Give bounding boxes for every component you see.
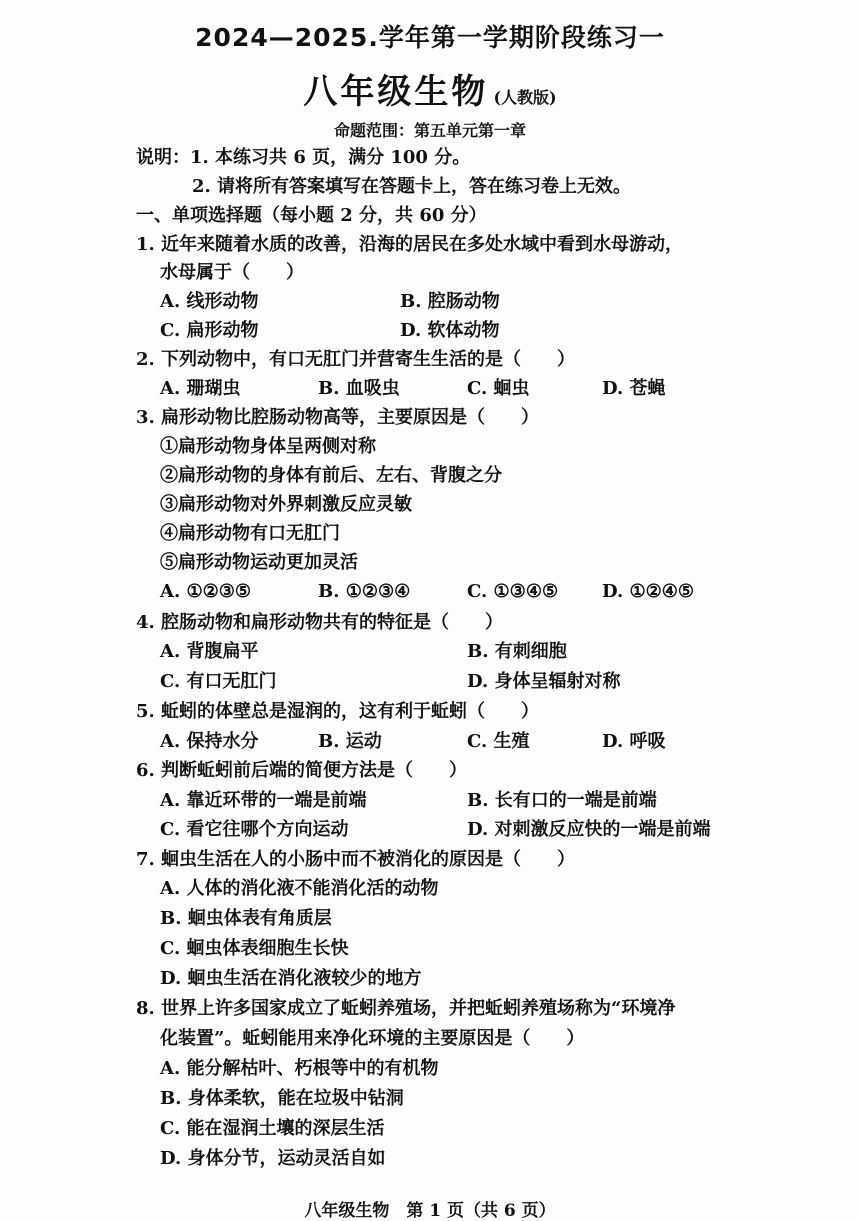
q4-option-b: B. 有刺细胞 <box>467 641 567 662</box>
q2-option-a: A. 珊瑚虫 <box>160 378 241 399</box>
q8-option-b: B. 身体柔软，能在垃圾中钻洞 <box>160 1088 404 1109</box>
question-2-stem: 2. 下列动物中，有口无肛门并营寄生生活的是（ ） <box>136 349 576 370</box>
q4-option-a: A. 背腹扁平 <box>160 641 259 662</box>
edition-label: (人教版) <box>493 88 557 107</box>
q6-option-c: C. 看它往哪个方向运动 <box>160 819 349 840</box>
question-7-stem: 7. 蛔虫生活在人的小肠中而不被消化的原因是（ ） <box>136 849 576 870</box>
q7-option-d: D. 蛔虫生活在消化液较少的地方 <box>160 968 422 989</box>
question-1-stem-cont: 水母属于（ ） <box>160 262 304 283</box>
question-1-stem: 1. 近年来随着水质的改善，沿海的居民在多处水域中看到水母游动， <box>136 234 684 255</box>
q1-option-b: B. 腔肠动物 <box>400 291 500 312</box>
question-8-stem: 8. 世界上许多国家成立了蚯蚓养殖场，并把蚯蚓养殖场称为“环境净 <box>136 998 676 1019</box>
question-8-stem-cont: 化装置”。蚯蚓能用来净化环境的主要原因是（ ） <box>160 1028 585 1049</box>
q4-option-d: D. 身体呈辐射对称 <box>467 671 621 692</box>
q8-option-d: D. 身体分节，运动灵活自如 <box>160 1148 386 1169</box>
q3-statement-2: ②扁形动物的身体有前后、左右、背腹之分 <box>160 465 502 486</box>
q3-option-b: B. ①②③④ <box>318 581 411 602</box>
scope-line: 命题范围：第五单元第一章 <box>333 121 526 140</box>
page-footer: 八年级生物 第 1 页（共 6 页） <box>304 1201 556 1221</box>
q3-option-d: D. ①②④⑤ <box>602 581 695 602</box>
q6-option-a: A. 靠近环带的一端是前端 <box>160 790 367 811</box>
instruction-1: 说明：1. 本练习共 6 页，满分 100 分。 <box>136 147 471 168</box>
q1-option-d: D. 软体动物 <box>400 320 500 341</box>
q3-option-a: A. ①②③⑤ <box>160 581 252 602</box>
question-5-stem: 5. 蚯蚓的体壁总是湿润的，这有利于蚯蚓（ ） <box>136 701 540 722</box>
section-heading: 一、单项选择题（每小题 2 分，共 60 分） <box>136 205 487 226</box>
q5-option-a: A. 保持水分 <box>160 731 259 752</box>
q2-option-b: B. 血吸虫 <box>318 378 400 399</box>
q8-option-a: A. 能分解枯叶、朽根等中的有机物 <box>160 1058 439 1079</box>
q3-statement-4: ④扁形动物有口无肛门 <box>160 523 340 544</box>
q3-statement-1: ①扁形动物身体呈两侧对称 <box>160 436 376 457</box>
q5-option-b: B. 运动 <box>318 731 382 752</box>
q2-option-c: C. 蛔虫 <box>467 378 530 399</box>
q5-option-d: D. 呼吸 <box>602 731 666 752</box>
instruction-2: 2. 请将所有答案填写在答题卡上，答在练习卷上无效。 <box>192 176 632 197</box>
q3-option-c: C. ①③④⑤ <box>467 581 559 602</box>
q7-option-c: C. 蛔虫体表细胞生长快 <box>160 938 349 959</box>
subject-heading-row <box>0 64 860 113</box>
q6-option-d: D. 对刺激反应快的一端是前端 <box>467 819 711 840</box>
question-6-stem: 6. 判断蚯蚓前后端的简便方法是（ ） <box>136 760 468 781</box>
q7-option-a: A. 人体的消化液不能消化活的动物 <box>160 878 439 899</box>
q3-statement-5: ⑤扁形动物运动更加灵活 <box>160 552 358 573</box>
question-4-stem: 4. 腔肠动物和扁形动物共有的特征是（ ） <box>136 612 504 633</box>
q1-option-a: A. 线形动物 <box>160 291 259 312</box>
exam-title: 2024—2025.学年第一学期阶段练习一 <box>195 23 665 52</box>
q7-option-b: B. 蛔虫体表有角质层 <box>160 908 332 929</box>
q8-option-c: C. 能在湿润土壤的深层生活 <box>160 1118 385 1139</box>
q6-option-b: B. 长有口的一端是前端 <box>467 790 657 811</box>
subject-title: 八年级生物 <box>303 72 489 112</box>
q1-option-c: C. 扁形动物 <box>160 320 259 341</box>
q2-option-d: D. 苍蝇 <box>602 378 666 399</box>
question-3-stem: 3. 扁形动物比腔肠动物高等，主要原因是（ ） <box>136 407 540 428</box>
q5-option-c: C. 生殖 <box>467 731 530 752</box>
q3-statement-3: ③扁形动物对外界刺激反应灵敏 <box>160 494 412 515</box>
q4-option-c: C. 有口无肛门 <box>160 671 277 692</box>
